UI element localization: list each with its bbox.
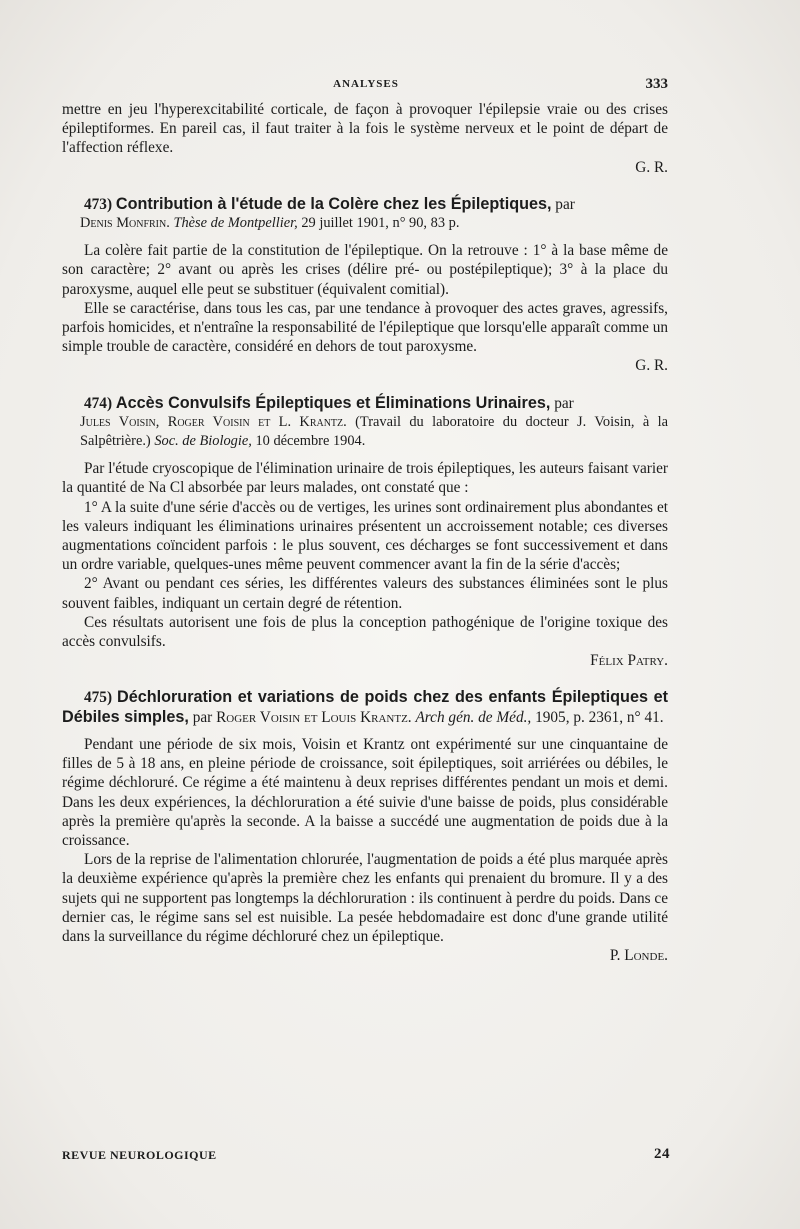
entry-heading: [62, 688, 668, 726]
entry-title-tail: par: [554, 394, 574, 412]
entry-number: 473): [84, 195, 113, 213]
entry-paragraph: La colère fait partie de la constitution de l'épileptique. On la retrouve : 1° à la base même de son caractère; 2° avant ou après les crises (délire pré- ou postépileptique); 3° à la place du paroxysme, auquel elle peut se substituer (équivalent comitial).: [62, 242, 668, 298]
entry-signature: P. Londe.: [609, 947, 668, 965]
journal-name: REVUE NEUROLOGIQUE: [62, 1148, 217, 1162]
entry-number: 475): [84, 689, 113, 707]
entry-paragraph: 2° Avant ou pendant ces séries, les différentes valeurs des substances éliminées sont le plus souvent faibles, indiquant un certain degré de rétention.: [62, 575, 668, 612]
page-footer: [62, 1148, 670, 1163]
entry-474: [62, 394, 668, 671]
entry-source-rest: (Travail du laboratoire du docteur J. Voisin, à la Salpêtrière.): [80, 413, 668, 450]
entry-paragraph: Elle se caractérise, dans tous les cas, par une tendance à provoquer des actes graves, agressifs, parfois homicides, et n'entraîne la responsabilité de l'épileptique que lorsqu'elle apparaît comme un simple trouble de caractère, considéré en dehors de tout paroxysme.: [62, 299, 668, 356]
entry-475: [62, 688, 668, 965]
entry-paragraph: Par l'étude cryoscopique de l'élimination urinaire de trois épileptiques, les auteurs faisant varier la quantité de Na Cl absorbée par leurs malades, ont constaté que :: [62, 460, 668, 497]
entry-heading: [62, 394, 668, 413]
entry-signature: G. R.: [635, 357, 668, 375]
entry-source-rest: 29 juillet 1901, n° 90, 83 p.: [301, 215, 460, 232]
entry-source-rest: 1905, p. 2361, n° 41.: [535, 708, 664, 726]
entry-heading: [62, 195, 668, 214]
intro-signature: G. R.: [635, 158, 668, 176]
entry-source-italic: Arch gén. de Méd.,: [415, 708, 532, 726]
entry-authors: Roger Voisin et Louis Krantz.: [216, 708, 412, 726]
entry-source: [62, 214, 668, 233]
entry-paragraph: Ces résultats autorisent une fois de plus la conception pathogénique de l'origine toxique des accès convulsifs.: [62, 613, 668, 651]
entry-source-italic: Thèse de Montpellier,: [173, 215, 298, 232]
entry-source: [62, 413, 668, 451]
entry-title-tail: par: [555, 195, 575, 213]
entry-paragraph: Lors de la reprise de l'alimentation chlorurée, l'augmentation de poids a été plus marquée après la deuxième expérience qu'après la première chez les enfants qui prenaient du bromure. Il y a des sujets qui ne supportent pas longtemps la déchloruration : ils continuent à perdre du poids. Dans ce dernier cas, le régime sans sel est nuisible. La pesée hebdomadaire est donc d'une grande utilité dans la surveillance du régime déchloruré chez un épileptique.: [62, 851, 668, 945]
entry-title: Accès Convulsifs Épileptiques et Éliminations Urinaires,: [115, 393, 551, 412]
intro-paragraph: mettre en jeu l'hyperexcitabilité corticale, de façon à provoquer l'épilepsie vraie ou des crises épileptiformes. En pareil cas, il faut traiter à la fois le système nerveux et le point de départ de l'affection réflexe.: [62, 101, 668, 157]
entry-author: Denis Monfrin.: [80, 215, 170, 232]
entry-paragraph: 1° A la suite d'une série d'accès ou de vertiges, les urines sont ordinairement plus abondantes et les valeurs indiquant les éliminations urinaires présentent un accroissement notable; ces diverses augmentations coïncident parfois : le plus souvent, ces décharges se font successivement et dans un ordre variable, quelques-unes même peuvent commencer avant la fin de la série d'accès;: [62, 498, 668, 574]
page-body: [62, 100, 668, 965]
entry-source-date: 10 décembre 1904.: [255, 433, 366, 450]
page-number: 333: [645, 76, 668, 92]
entry-signature: Félix Patry.: [590, 652, 668, 670]
entry-source-italic: Soc. de Biologie,: [154, 433, 252, 450]
entry-paragraph: Pendant une période de six mois, Voisin et Krantz ont expérimenté sur une cinquantaine de filles de 5 à 18 ans, en pleine période de croissance, soit épileptiques, soit arriérées ou débiles, le régime déchloruré. Ce régime a été maintenu à deux reprises différentes pendant un mois et demi. Dans les deux expériences, la déchloruration a été suivie d'une baisse de poids, plus considérable après la première qu'après la seconde. A la baisse a succédé une augmentation de poids due à la croissance.: [62, 735, 668, 849]
running-title: ANALYSES: [333, 78, 399, 90]
entry-473: [62, 195, 668, 376]
entry-authors: Jules Voisin, Roger Voisin et L. Krantz.: [80, 413, 347, 430]
entry-title: Déchloruration et variations de poids chez des enfants Épileptiques et Débiles simples,: [62, 688, 668, 726]
signature-mark: 24: [654, 1146, 670, 1162]
entry-number: 474): [84, 394, 113, 412]
page-header: [64, 76, 668, 96]
entry-title-tail: par: [192, 708, 213, 726]
entry-title: Contribution à l'étude de la Colère chez les Épileptiques,: [115, 194, 552, 213]
